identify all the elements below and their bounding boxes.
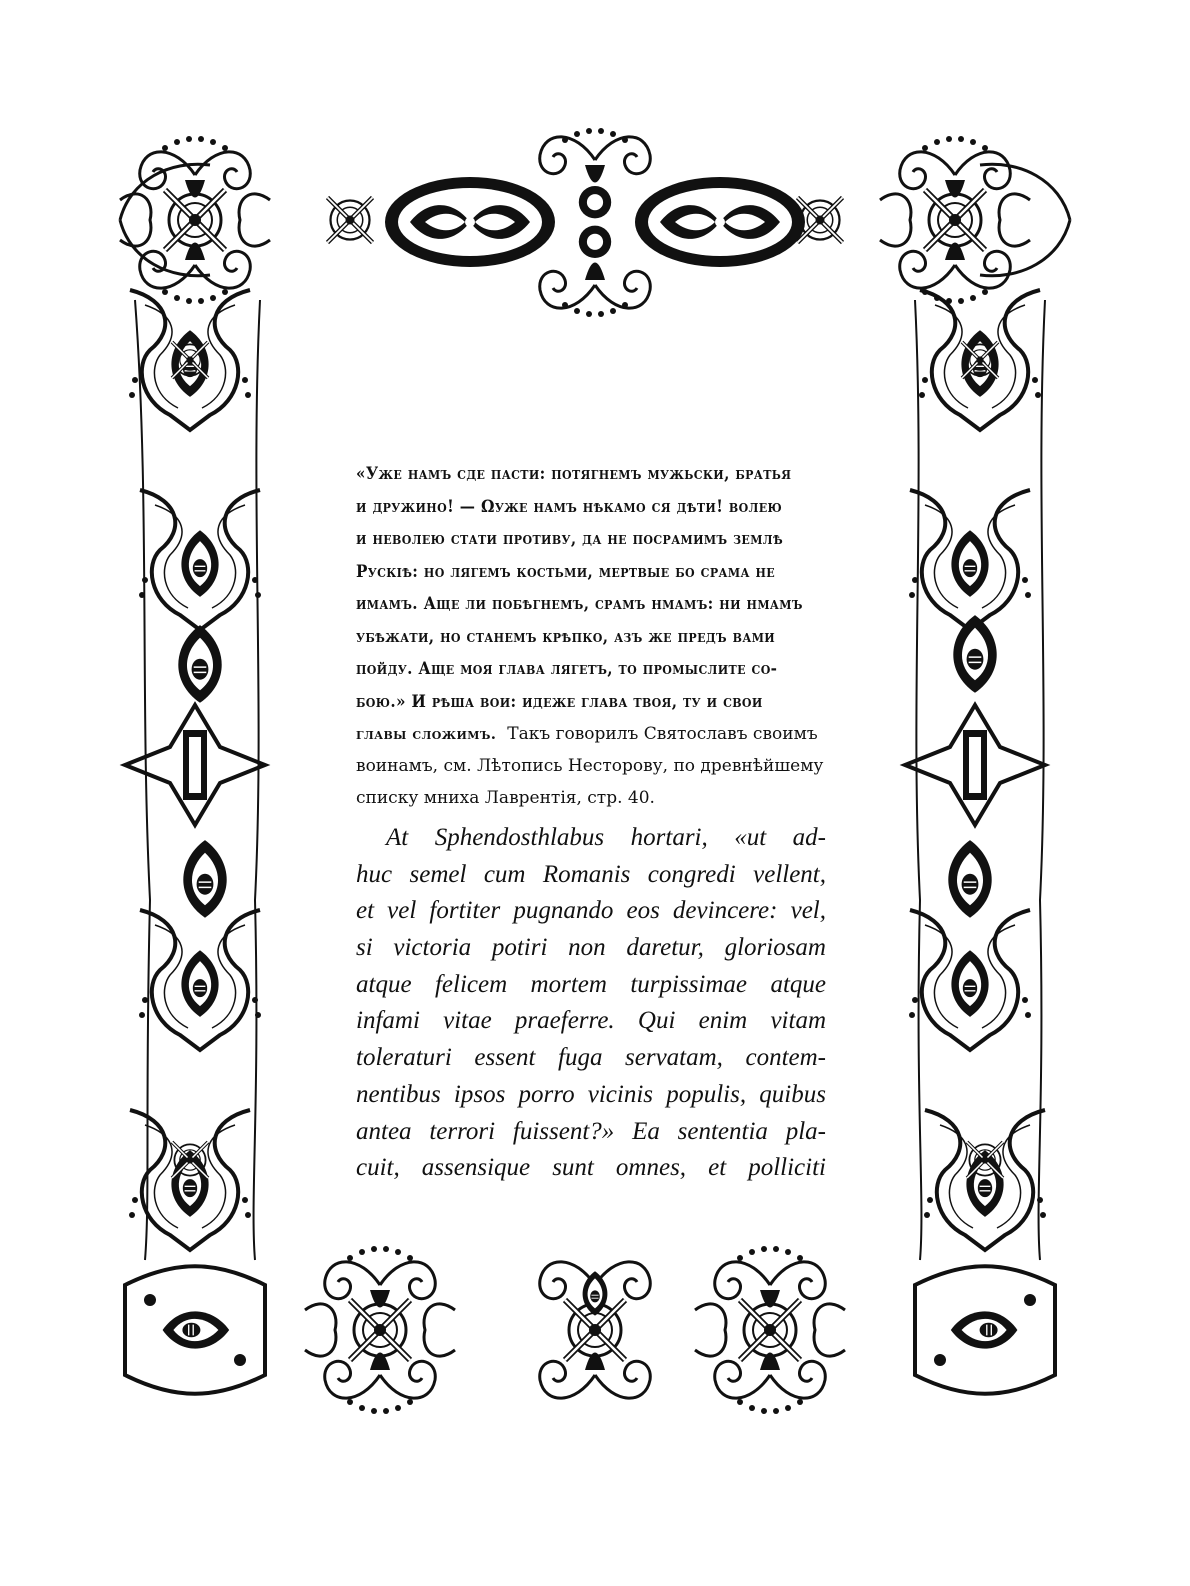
text-line: пойду. Аще моя глава лягетъ, то промыслите со-	[356, 659, 778, 678]
text-line: Рускiѣ: но лягемъ костьми, мертвые бо срама не	[356, 561, 776, 581]
latin-text	[356, 820, 826, 1187]
bottom-border	[125, 1246, 1055, 1414]
text-line: списку мниха Лаврентiя, стр. 40.	[356, 788, 655, 808]
text-line: et vel fortiter pugnando eos devincere: vel,	[356, 897, 826, 925]
slavonic-quote-end: главы сложимъ.	[356, 725, 497, 743]
text-line: infami vitae praeferre. Qui enim vitam	[356, 1007, 826, 1035]
text-line: убѣжати, но станемъ крѣпко, азъ же предъ вами	[356, 626, 776, 646]
text-line: имамъ. Аще ли побѣгнемъ, срамъ нмамъ: ни нмамъ	[356, 594, 803, 613]
russian-note	[356, 718, 826, 814]
text-line: воинамъ, см. Лѣтопись Несторову, по древнѣйшему	[356, 756, 824, 776]
text-line: atque felicem mortem turpissimae atque	[356, 970, 826, 998]
text-line: toleraturi essent fuga servatam, contem-	[356, 1044, 826, 1072]
text-line: cuit, assensique sunt omnes, et polliciti	[356, 1154, 826, 1182]
slavonic-quote	[356, 458, 825, 718]
text-line: и дружино! — Ωуже намъ нѣкамо ся дѣти! волею	[356, 496, 783, 516]
text-line: «Уже намъ сде пасти: потягнемъ мужьски, братья	[356, 464, 792, 483]
left-border	[125, 290, 265, 1260]
text-line: nentibus ipsos porro vicinis populis, quibus	[356, 1080, 826, 1108]
text-block	[356, 458, 826, 1187]
text-line: и неволею стати противу, да не посрамимъ землѣ	[356, 529, 784, 548]
top-border	[120, 128, 1070, 317]
text-line	[356, 718, 826, 750]
text-line: huc semel cum Romanis congredi vellent,	[356, 860, 826, 888]
right-border	[905, 290, 1046, 1260]
russian-note-line: Такъ говорилъ Святославъ своимъ	[507, 724, 818, 744]
text-line: бою.» И рѣша вои: идеже глава твоя, ту и свои	[356, 691, 763, 711]
text-line: antea terrori fuissent?» Ea sententia pla-	[356, 1117, 826, 1145]
text-line: At Sphendosthlabus hortari, «ut ad-	[386, 824, 826, 851]
text-line: si victoria potiri non daretur, gloriosam	[356, 934, 826, 962]
